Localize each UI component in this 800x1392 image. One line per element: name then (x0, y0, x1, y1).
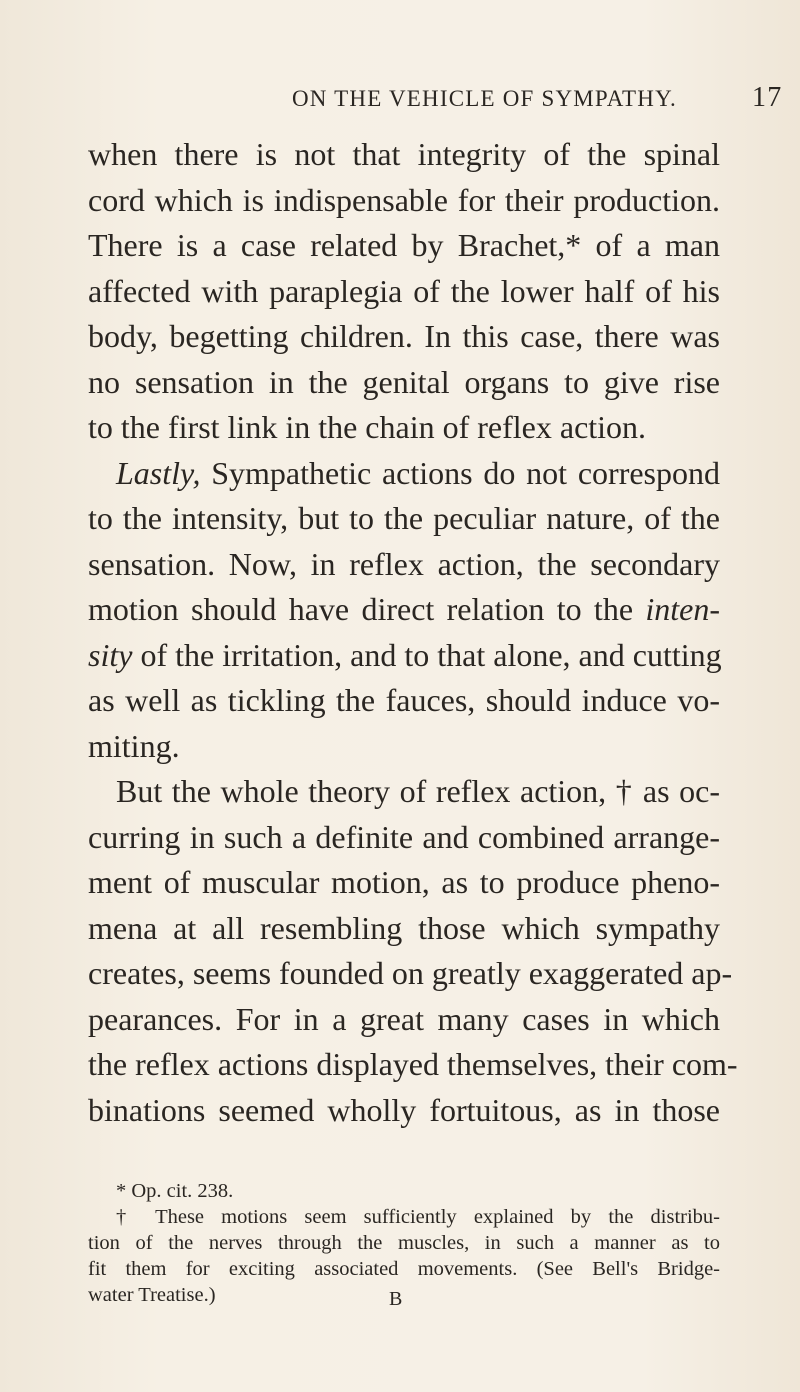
page-number: 17 (752, 82, 783, 113)
text-line: to the first link in the chain of reflex action. (88, 409, 647, 445)
running-title: ON THE VEHICLE OF SYMPATHY. (292, 86, 677, 111)
footnote-2-cont: water Treatise.) (88, 1284, 216, 1306)
italic-sity: sity (88, 636, 133, 673)
signature-mark: B (389, 1288, 403, 1310)
text-line: sensation. Now, in reflex action, the secondary (88, 545, 720, 582)
text-line: pearances. For in a great many cases in which (88, 1000, 720, 1037)
text-line: curring in such a definite and combined arrange- (88, 818, 720, 855)
text-line: creates, seems founded on greatly exaggerated ap- (88, 955, 733, 991)
text-line: as well as tickling the fauces, should induce vo- (88, 682, 720, 718)
text-line: binations seemed wholly fortuitous, as in those (88, 1091, 720, 1128)
italic-lastly: Lastly, (116, 454, 201, 491)
footnotes (88, 1178, 720, 1308)
text-line-sity: sity of the irritation, and to that alone, and cutting (88, 636, 722, 673)
text-line-inten: motion should have direct relation to the inten- (88, 591, 720, 627)
text-line: to the intensity, but to the peculiar nature, of the (88, 500, 720, 536)
text-line: the reflex actions displayed themselves, their com- (88, 1046, 738, 1082)
footnote-2-cont: tion of the nerves through the muscles, in such a manner as to (88, 1232, 720, 1254)
text-line: ment of muscular motion, as to produce pheno- (88, 864, 720, 900)
text-line: miting. (88, 727, 180, 764)
text-line: affected with paraplegia of the lower half of his (88, 272, 720, 309)
text-line: no sensation in the genital organs to give rise (88, 363, 720, 400)
footnote-1: * Op. cit. 238. (116, 1180, 234, 1202)
body-text (88, 132, 738, 1133)
footnote-2-cont: fit them for exciting associated movements. (See Bell's Bridge- (88, 1258, 720, 1280)
italic-inten: inten- (645, 591, 720, 627)
text-line: But the whole theory of reflex action, † as oc- (116, 773, 720, 809)
text-line: when there is not that integrity of the spinal (88, 136, 720, 172)
text-line: mena at all resembling those which sympathy (88, 909, 720, 946)
running-header (292, 82, 783, 113)
text-line: body, begetting children. In this case, there was (88, 318, 720, 354)
text-line-lastly: Lastly, Sympathetic actions do not correspond (116, 454, 720, 491)
text-line: cord which is indispensable for their production. (88, 181, 720, 218)
footnote-2: † These motions seem sufficiently explained by the distribu- (116, 1206, 720, 1228)
text-line: There is a case related by Brachet,* of a man (88, 227, 720, 263)
